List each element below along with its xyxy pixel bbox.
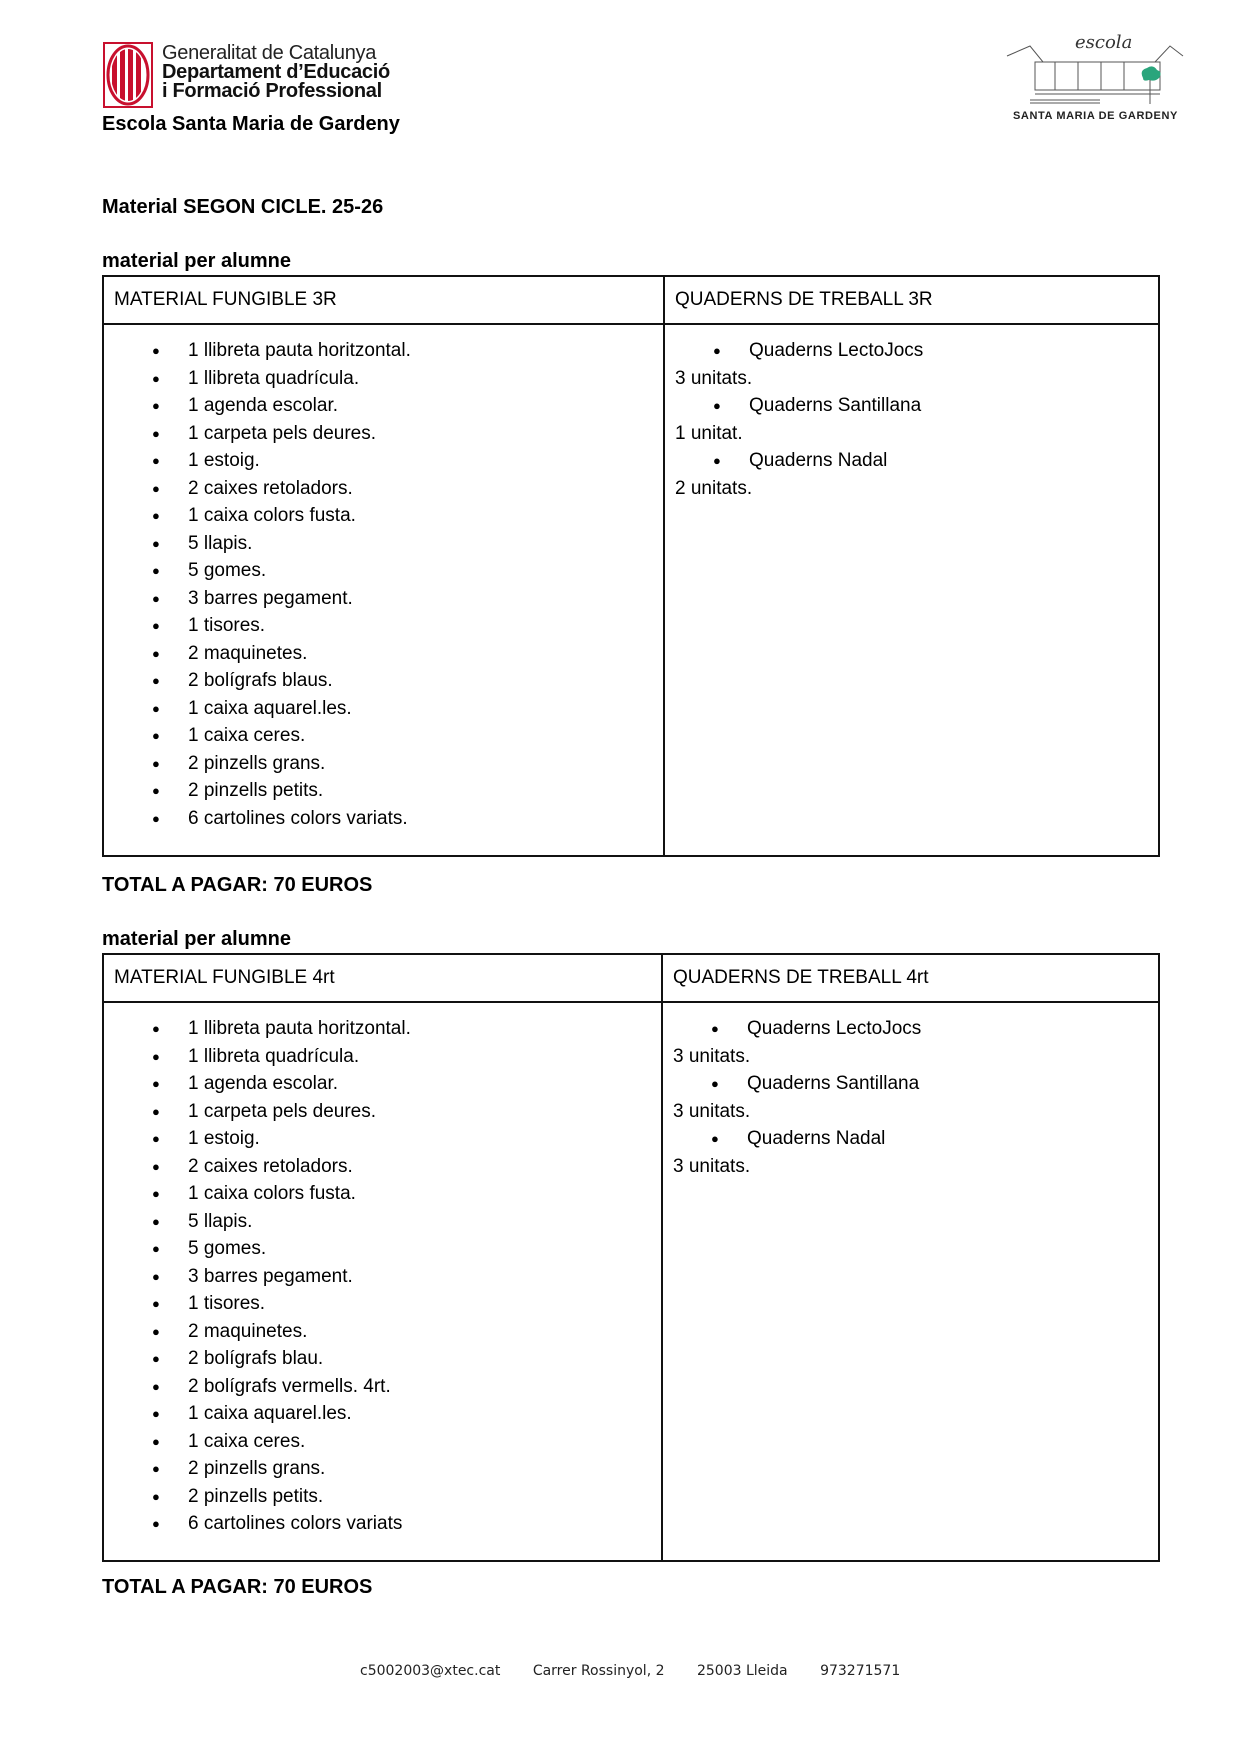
list-item: ● 2 pinzells petits. [152, 777, 663, 805]
generalitat-heading [162, 44, 390, 101]
workbook-units: 3 unitats. [673, 1045, 751, 1067]
header-material-fungible-3r: MATERIAL FUNGIBLE 3R [103, 276, 664, 324]
document-title: Material SEGON CICLE. 25-26 [102, 196, 384, 218]
gov-line-1: Generalitat de Catalunya [162, 42, 377, 64]
list-item: ● 5 gomes. [152, 557, 663, 585]
list-item: ● 2 bolígrafs blau. [152, 1345, 661, 1373]
workbook-title: ● Quaderns LectoJocs [673, 1015, 1158, 1043]
workbook-units: 3 unitats. [673, 1155, 751, 1177]
workbooks-cell-3r [664, 324, 1159, 856]
list-item: ● 1 carpeta pels deures. [152, 1098, 661, 1126]
footer-email[interactable]: c5002003@xtec.cat [360, 1663, 501, 1679]
list-item: ● 2 pinzells petits. [152, 1483, 661, 1511]
list-item: ● 2 pinzells grans. [152, 750, 663, 778]
list-item: ● 1 estoig. [152, 1125, 661, 1153]
list-item: ● 3 barres pegament. [152, 585, 663, 613]
workbook-title: ● Quaderns LectoJocs [675, 337, 1158, 365]
list-item: ● 6 cartolines colors variats. [152, 805, 663, 833]
list-item: ● 5 llapis. [152, 530, 663, 558]
workbook-title: ● Quaderns Nadal [675, 447, 1158, 475]
list-item: ● 1 caixa ceres. [152, 722, 663, 750]
list-item: ● 2 caixes retoladors. [152, 475, 663, 503]
list-item: ● 1 llibreta pauta horitzontal. [152, 1015, 661, 1043]
workbook-title: ● Quaderns Santillana [673, 1070, 1158, 1098]
school-logo [1005, 32, 1185, 127]
list-item: ● 1 llibreta quadrícula. [152, 365, 663, 393]
list-item: ● 1 llibreta pauta horitzontal. [152, 337, 663, 365]
list-item: ● 1 caixa aquarel.les. [152, 695, 663, 723]
logo-school-name: SANTA MARIA DE GARDENY [1013, 110, 1178, 122]
total-3r: TOTAL A PAGAR: 70 EUROS [102, 874, 373, 896]
header-material-fungible-4rt: MATERIAL FUNGIBLE 4rt [103, 954, 662, 1002]
school-name: Escola Santa Maria de Gardeny [102, 113, 400, 135]
list-item: ● 1 tisores. [152, 1290, 661, 1318]
workbooks-cell-4rt [662, 1002, 1159, 1561]
list-item: ● 1 caixa ceres. [152, 1428, 661, 1456]
materials-list-4rt [104, 1015, 661, 1538]
workbooks-list-3r [665, 337, 1158, 502]
list-item: ● 1 caixa aquarel.les. [152, 1400, 661, 1428]
materials-table-4rt [102, 953, 1160, 1562]
header-quaderns-4rt: QUADERNS DE TREBALL 4rt [662, 954, 1159, 1002]
total-4rt: TOTAL A PAGAR: 70 EUROS [102, 1576, 373, 1598]
materials-list-cell-4rt [103, 1002, 662, 1561]
school-building-icon [1005, 42, 1185, 108]
materials-list-cell-3r [103, 324, 664, 856]
gov-line-3: i Formació Professional [162, 80, 382, 102]
list-item: ● 2 pinzells grans. [152, 1455, 661, 1483]
workbook-units: 3 unitats. [673, 1100, 751, 1122]
gov-line-2: Departament d’Educació [162, 61, 390, 83]
list-item: ● 2 bolígrafs vermells. 4rt. [152, 1373, 661, 1401]
list-item: ● 2 maquinetes. [152, 1318, 661, 1346]
generalitat-logo-icon [103, 42, 153, 108]
list-item: ● 2 maquinetes. [152, 640, 663, 668]
workbook-units: 3 unitats. [675, 367, 753, 389]
workbooks-list-4rt [663, 1015, 1158, 1180]
list-item: ● 1 llibreta quadrícula. [152, 1043, 661, 1071]
footer-phone: 973271571 [820, 1663, 901, 1679]
workbook-units: 1 unitat. [675, 422, 743, 444]
list-item: ● 1 estoig. [152, 447, 663, 475]
page-footer [360, 1663, 928, 1679]
logo-escola-text: escola [1075, 32, 1133, 53]
list-item: ● 5 gomes. [152, 1235, 661, 1263]
list-item: ● 3 barres pegament. [152, 1263, 661, 1291]
footer-city: 25003 Lleida [696, 1663, 788, 1679]
list-item: ● 1 agenda escolar. [152, 1070, 661, 1098]
list-item: ● 1 tisores. [152, 612, 663, 640]
list-item: ● 2 bolígrafs blaus. [152, 667, 663, 695]
list-item: ● 1 agenda escolar. [152, 392, 663, 420]
list-item: ● 2 caixes retoladors. [152, 1153, 661, 1181]
header-quaderns-3r: QUADERNS DE TREBALL 3R [664, 276, 1159, 324]
workbook-title: ● Quaderns Santillana [675, 392, 1158, 420]
section-label-4rt: material per alumne [102, 928, 291, 950]
list-item: ● 1 caixa colors fusta. [152, 1180, 661, 1208]
workbook-title: ● Quaderns Nadal [673, 1125, 1158, 1153]
list-item: ● 6 cartolines colors variats [152, 1510, 661, 1538]
materials-table-3r [102, 275, 1160, 857]
list-item: ● 1 carpeta pels deures. [152, 420, 663, 448]
list-item: ● 1 caixa colors fusta. [152, 502, 663, 530]
materials-list-3r [104, 337, 663, 832]
workbook-units: 2 unitats. [675, 477, 753, 499]
footer-address: Carrer Rossinyol, 2 [532, 1663, 665, 1679]
section-label-3r: material per alumne [102, 250, 291, 272]
list-item: ● 5 llapis. [152, 1208, 661, 1236]
